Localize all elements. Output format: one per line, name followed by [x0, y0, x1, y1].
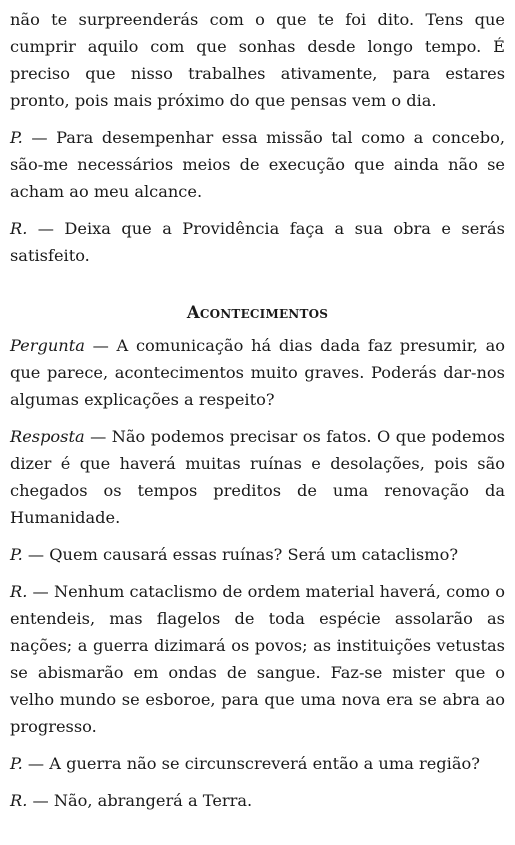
- answer-label: R.: [10, 219, 28, 238]
- question-label: P.: [10, 128, 23, 147]
- dialogue-text: — A comunicação há dias dada faz presumir, ao que parece, acontecimentos muito graves. Poderás dar-nos algumas explicações a respeito?: [10, 336, 505, 409]
- dialogue-label: Pergunta: [10, 336, 85, 355]
- question-paragraph: [10, 124, 505, 205]
- dialogue-label: P.: [10, 545, 23, 564]
- intro-paragraph: não te surpreenderás com o que te foi dito. Tens que cumprir aquilo com que sonhas desde longo tempo. É preciso que nisso trabalhes ativamente, para estares pronto, pois mais próximo do que pensas vem o dia.: [10, 10, 505, 110]
- dialogue-text: — A guerra não se circunscreverá então a uma região?: [22, 754, 480, 773]
- dialogue-paragraph: [10, 787, 505, 814]
- dialogue-label: R.: [10, 791, 28, 810]
- answer-text: — Deixa que a Providência faça a sua obra e serás satisfeito.: [10, 219, 505, 265]
- dialogue-text: — Nenhum cataclismo de ordem material haverá, como o entendeis, mas flagelos de toda espécie assolarão as nações; a guerra dizimará os povos; as instituições vetustas se abismarão em ondas de sangue. Faz-se mister que o velho mundo se esboroe, para que uma nova era se abra ao progresso.: [10, 582, 505, 736]
- dialogue-text: — Não, abrangerá a Terra.: [27, 791, 253, 810]
- dialogue-paragraph: [10, 423, 505, 531]
- dialogue-label: Resposta: [10, 427, 85, 446]
- dialogue-text: — Quem causará essas ruínas? Será um cataclismo?: [22, 545, 458, 564]
- dialogue-paragraph: [10, 578, 505, 740]
- dialogue-paragraph: [10, 750, 505, 777]
- dialogue-text: — Não podemos precisar os fatos. O que podemos dizer é que haverá muitas ruínas e desolações, pois são chegados os tempos preditos de uma renovação da Humanidade.: [10, 427, 505, 527]
- dialogue-paragraph: [10, 541, 505, 568]
- section-heading: Acontecimentos: [186, 303, 329, 322]
- dialogue-label: P.: [10, 754, 23, 773]
- answer-paragraph: [10, 215, 505, 269]
- dialogue-label: R.: [10, 582, 28, 601]
- dialogue-paragraph: [10, 332, 505, 413]
- question-text: — Para desempenhar essa missão tal como a concebo, são-me necessários meios de execução que ainda não se acham ao meu alcance.: [10, 128, 505, 201]
